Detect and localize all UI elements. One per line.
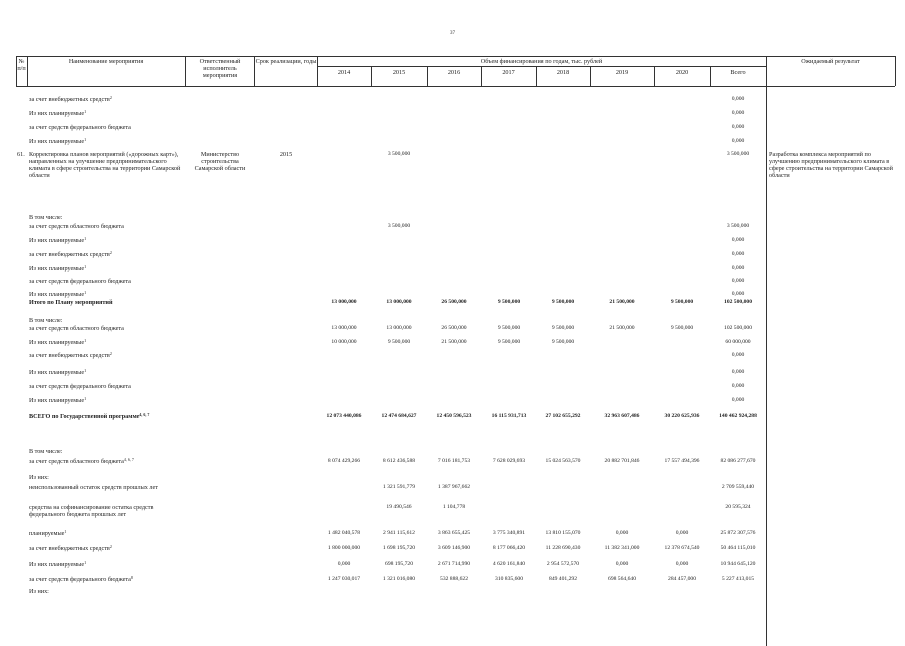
cell-value: 4 620 161,840 xyxy=(492,561,526,567)
header-year: 2015 xyxy=(392,69,406,76)
cell-value: 13 000,000 xyxy=(386,299,412,305)
row-label-text: за счет средств областного бюджета xyxy=(29,458,124,465)
cell-value: 13 000,000 xyxy=(331,299,357,305)
footnote-mark: 1 xyxy=(64,529,67,534)
cell-value: 8 612 436,588 xyxy=(382,458,416,464)
row-executor: Министерство строительства Самарской области xyxy=(194,151,246,172)
cell-value: 0,000 xyxy=(675,530,689,536)
cell-value: 7 016 181,753 xyxy=(437,458,471,464)
header-year: 2019 xyxy=(615,69,629,76)
row-label-text: Из них планируемые xyxy=(29,561,85,568)
cell-value: 8 177 066,420 xyxy=(492,545,526,551)
cell-value: 0,000 xyxy=(615,561,629,567)
cell-value: 3 500,000 xyxy=(387,151,411,157)
cell-value: 1 698 195,720 xyxy=(382,545,416,551)
row-label-text: ВСЕГО по Государственной программе xyxy=(29,413,140,420)
row-label xyxy=(29,474,49,481)
cell-value: 9 500,000 xyxy=(551,325,575,331)
row-label-text: Из них: xyxy=(29,588,49,595)
footnote-mark: 1 xyxy=(84,368,87,373)
row-label xyxy=(29,325,124,332)
row-label-text: Из них планируемые xyxy=(29,237,85,244)
cell-value: 5 227 413,015 xyxy=(721,576,755,582)
cell-value: 1 482 040,578 xyxy=(327,530,361,536)
row-label-text: за счет средств федерального бюджета xyxy=(29,576,131,583)
cell-value: 3 500,000 xyxy=(387,223,411,229)
cell-value: 140 462 924,288 xyxy=(719,413,757,419)
cell-value: 10 944 645,120 xyxy=(720,561,756,567)
cell-value: 0,000 xyxy=(731,383,745,389)
cell-value: 310 835,600 xyxy=(495,576,523,582)
cell-value: 2 709 559,440 xyxy=(721,484,755,490)
row-label-text: В том числе: xyxy=(29,448,63,455)
cell-value: 0,000 xyxy=(675,561,689,567)
table-top-border xyxy=(16,56,895,57)
cell-value: 1 321 591,779 xyxy=(382,484,416,490)
row-result: Разработка комплекса мероприятий по улучшению предпринимательского климата в сфере строительства на территории Самарской области xyxy=(769,151,893,179)
row-label-text: Из них планируемые xyxy=(29,110,85,117)
row-label xyxy=(29,299,113,306)
row-label-text: Корректировка планов мероприятий («дорожных карт»), направленных на улучшение предпринимательского климата в сфере строительства на территории Самарской области xyxy=(29,151,181,179)
row-label xyxy=(29,214,62,221)
cell-value: 26 500,000 xyxy=(441,325,467,331)
row-label xyxy=(29,458,134,465)
cell-value: 1 387 967,662 xyxy=(437,484,471,490)
cell-value: 102 500,000 xyxy=(724,325,752,331)
cell-value: 8 074 429,266 xyxy=(327,458,361,464)
row-label xyxy=(29,278,131,285)
cell-value: 13 810 155,070 xyxy=(545,530,581,536)
cell-value: 11 382 341,000 xyxy=(604,545,640,551)
cell-value: 698 564,640 xyxy=(608,576,636,582)
cell-value: 0,000 xyxy=(731,124,745,130)
cell-value: 9 500,000 xyxy=(387,339,411,345)
cell-value: 20 595,324 xyxy=(725,504,751,510)
cell-value: 3 775 340,891 xyxy=(492,530,526,536)
cell-value: 849 401,292 xyxy=(549,576,577,582)
row-label xyxy=(29,124,131,131)
row-label xyxy=(29,237,86,244)
cell-value: 13 000,000 xyxy=(386,325,412,331)
row-label xyxy=(29,265,86,272)
cell-value: 17 557 494,396 xyxy=(664,458,700,464)
header-year: 2014 xyxy=(337,69,351,76)
row-label xyxy=(29,223,124,230)
row-label-text: за счет средств федерального бюджета xyxy=(29,124,131,131)
row-label xyxy=(29,545,112,552)
row-label-text: В том числе: xyxy=(29,317,63,324)
footnote-mark: 4, 6, 7 xyxy=(123,457,134,462)
header-funding: Объем финансирования по годам, тыс. рублей xyxy=(480,58,603,65)
row-label xyxy=(29,484,179,491)
row-label-text: планируемые xyxy=(29,530,65,537)
header-year: 2017 xyxy=(502,69,515,76)
row-label xyxy=(29,448,62,455)
cell-value: 25 872 307,576 xyxy=(720,530,756,536)
cell-value: 3 863 655,425 xyxy=(437,530,471,536)
cell-value: 21 500,000 xyxy=(609,325,635,331)
row-label-text: за счет средств областного бюджета xyxy=(29,223,124,230)
header-result: Ожидаемый результат xyxy=(801,58,860,65)
row-label xyxy=(29,369,86,376)
row-label-text: Из них планируемые xyxy=(29,265,85,272)
header-year-total: Всего xyxy=(730,69,746,76)
row-label xyxy=(29,138,86,145)
header-name: Наименование мероприятия xyxy=(68,58,144,65)
cell-value: 10 000,000 xyxy=(331,339,357,345)
row-label xyxy=(29,576,133,583)
cell-value: 0,000 xyxy=(731,265,745,271)
row-label xyxy=(29,317,62,324)
cell-value: 9 500,000 xyxy=(670,325,694,331)
header-num: № п/п xyxy=(17,58,26,72)
cell-value: 20 882 701,846 xyxy=(604,458,640,464)
cell-value: 32 963 607,486 xyxy=(604,413,640,419)
row-label-text: Из них планируемые xyxy=(29,369,85,376)
cell-value: 2 941 115,612 xyxy=(383,530,415,536)
funding-subheader-border xyxy=(317,66,766,67)
cell-value: 21 500,000 xyxy=(609,299,635,305)
cell-value: 9 500,000 xyxy=(497,325,521,331)
cell-value: 1 104,778 xyxy=(442,504,466,510)
cell-value: 0,000 xyxy=(731,369,745,375)
header-term: Срок реализации, годы xyxy=(255,58,317,65)
cell-value: 26 500,000 xyxy=(441,299,467,305)
row-label-text: неиспользованный остаток средств прошлых лет xyxy=(29,484,158,491)
footnote-mark: 1 xyxy=(84,560,87,565)
footnote-mark: 1 xyxy=(84,290,87,295)
cell-value: 532 888,622 xyxy=(440,576,468,582)
row-label-text: Из них планируемые xyxy=(29,339,85,346)
footnote-mark: 2 xyxy=(109,250,112,255)
row-label xyxy=(29,251,112,258)
footnote-mark: 2 xyxy=(109,351,112,356)
cell-value: 27 102 655,292 xyxy=(545,413,581,419)
cell-value: 1 321 016,080 xyxy=(382,576,416,582)
cell-value: 13 000,000 xyxy=(331,325,357,331)
row-label xyxy=(29,530,66,537)
cell-value: 3 500,000 xyxy=(726,151,750,157)
footnote-mark: 1 xyxy=(84,264,87,269)
cell-value: 9 500,000 xyxy=(497,339,521,345)
cell-value: 12 474 684,627 xyxy=(381,413,417,419)
row-label-text: Из них планируемые xyxy=(29,138,85,145)
cell-value: 0,000 xyxy=(615,530,629,536)
cell-value: 0,000 xyxy=(731,278,745,284)
footnote-mark: 1 xyxy=(84,396,87,401)
cell-value: 698 195,720 xyxy=(385,561,413,567)
cell-value: 0,000 xyxy=(731,352,745,358)
cell-value: 0,000 xyxy=(731,138,745,144)
cell-value: 50 464 115,010 xyxy=(720,545,756,551)
row-label xyxy=(29,561,86,568)
footnote-mark: 1 xyxy=(84,137,87,142)
cell-value: 0,000 xyxy=(731,96,745,102)
cell-value: 7 628 029,693 xyxy=(492,458,526,464)
row-label-text: за счет средств федерального бюджета xyxy=(29,278,131,285)
footnote-mark: 2 xyxy=(109,544,112,549)
header-executor: Ответственный исполнитель мероприятия xyxy=(199,58,241,79)
cell-value: 15 024 563,570 xyxy=(545,458,581,464)
footnote-mark: 1 xyxy=(84,236,87,241)
row-label-text: Из них: xyxy=(29,474,49,481)
footnote-mark: 2 xyxy=(109,95,112,100)
header-year: 2016 xyxy=(447,69,461,76)
cell-value: 1 800 000,000 xyxy=(327,545,361,551)
row-label-text: Из них планируемые xyxy=(29,397,85,404)
row-label xyxy=(29,413,169,420)
cell-value: 16 115 931,713 xyxy=(491,413,527,419)
row-label xyxy=(29,383,131,390)
cell-value: 2 671 714,990 xyxy=(437,561,471,567)
cell-value: 0,000 xyxy=(731,237,745,243)
cell-value: 0,000 xyxy=(731,110,745,116)
row-label xyxy=(29,504,179,518)
row-label xyxy=(29,96,112,103)
row-label xyxy=(29,339,86,346)
row-label-text: Итого по Плану мероприятий xyxy=(29,299,113,306)
row-label xyxy=(29,352,112,359)
footnote-mark: 1 xyxy=(84,109,87,114)
cell-value: 0,000 xyxy=(337,561,351,567)
cell-value: 102 500,000 xyxy=(724,299,752,305)
header-year: 2018 xyxy=(556,69,570,76)
cell-value: 12 378 674,540 xyxy=(664,545,700,551)
row-label-text: Из них планируемые xyxy=(29,291,85,298)
row-label-text: за счет внебюджетных средств xyxy=(29,352,110,359)
header-year: 2020 xyxy=(675,69,689,76)
cell-value: 3 609 146,900 xyxy=(437,545,471,551)
cell-value: 9 500,000 xyxy=(551,339,575,345)
cell-value: 284 457,000 xyxy=(668,576,696,582)
row-label-text: В том числе: xyxy=(29,214,63,221)
cell-value: 12 450 596,523 xyxy=(436,413,472,419)
footnote-mark: 1 xyxy=(84,338,87,343)
header-bottom-border xyxy=(16,86,895,87)
cell-value: 1 247 030,017 xyxy=(327,576,361,582)
cell-value: 2 954 572,570 xyxy=(546,561,580,567)
cell-value: 0,000 xyxy=(731,291,745,297)
cell-value: 19 490,546 xyxy=(386,504,412,510)
cell-value: 0,000 xyxy=(731,251,745,257)
row-term: 2015 xyxy=(279,151,293,158)
cell-value: 60 000,000 xyxy=(725,339,751,345)
row-label xyxy=(29,588,49,595)
row-label xyxy=(29,151,187,179)
row-number: 61. xyxy=(17,151,25,158)
cell-value: 11 228 690,430 xyxy=(545,545,581,551)
footnote-mark: 4, 6, 7 xyxy=(139,412,150,417)
cell-value: 0,000 xyxy=(731,397,745,403)
footnote-mark: 8 xyxy=(130,575,133,580)
row-label-text: за счет внебюджетных средств xyxy=(29,251,110,258)
cell-value: 82 086 277,670 xyxy=(720,458,756,464)
cell-value: 12 073 440,086 xyxy=(326,413,362,419)
row-label-text: за счет средств областного бюджета xyxy=(29,325,124,332)
row-label-text: средства на софинансирование остатка средств федерального бюджета прошлых лет xyxy=(29,504,154,518)
cell-value: 21 500,000 xyxy=(441,339,467,345)
row-label-text: за счет внебюджетных средств xyxy=(29,545,110,552)
page-number: 37 xyxy=(450,31,455,36)
row-label xyxy=(29,397,86,404)
cell-value: 3 500,000 xyxy=(726,223,750,229)
row-label xyxy=(29,291,86,298)
row-label-text: за счет внебюджетных средств xyxy=(29,96,110,103)
cell-value: 30 220 625,936 xyxy=(664,413,700,419)
cell-value: 9 500,000 xyxy=(551,299,575,305)
cell-value: 9 500,000 xyxy=(497,299,521,305)
row-label-text: за счет средств федерального бюджета xyxy=(29,383,131,390)
row-label xyxy=(29,110,86,117)
cell-value: 9 500,000 xyxy=(670,299,694,305)
